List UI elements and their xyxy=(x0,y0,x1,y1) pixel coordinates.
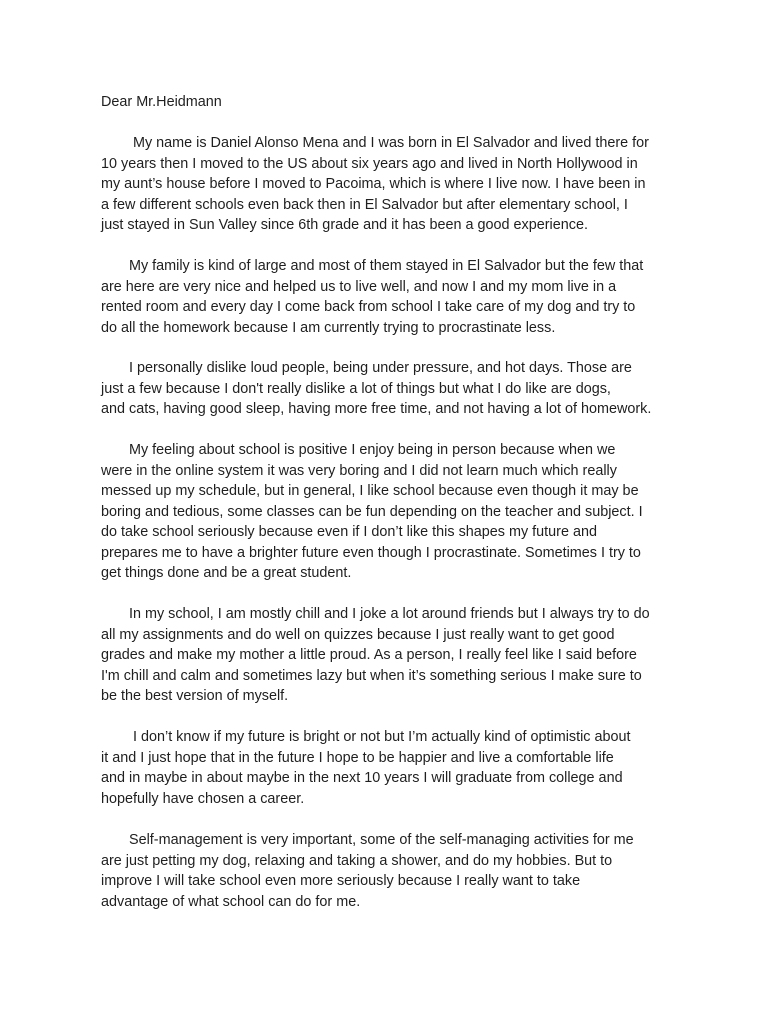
text-line: a few different schools even back then in El Salvador but after elementary school, I xyxy=(101,196,628,213)
text-line: just stayed in Sun Valley since 6th grade and it has been a good experience. xyxy=(101,217,588,233)
text-line: In my school, I am mostly chill and I joke a lot around friends but I always try to do xyxy=(101,606,650,622)
paragraph-family xyxy=(101,256,681,338)
text-line: I don’t know if my future is bright or not but I’m actually kind of optimistic about xyxy=(101,729,631,745)
text-line: improve I will take school even more seriously because I really want to take xyxy=(101,873,581,889)
text-line: are here are very nice and helped us to live well, and now I and my mom live in a xyxy=(101,278,617,295)
text-line: My name is Daniel Alonso Mena and I was born in El Salvador and lived there for xyxy=(101,135,649,151)
paragraph-future xyxy=(101,727,681,809)
paragraph-self-management xyxy=(101,830,681,912)
text-line: are just petting my dog, relaxing and taking a shower, and do my hobbies. But to xyxy=(101,852,613,869)
text-line: grades and make my mother a little proud. As a person, I really feel like I said before xyxy=(101,647,637,663)
text-line: My family is kind of large and most of them stayed in El Salvador but the few that xyxy=(101,258,644,274)
paragraph-school-feelings xyxy=(101,440,681,584)
text-line: I'm chill and calm and sometimes lazy but when it’s something serious I make sure to xyxy=(101,667,642,684)
text-line: advantage of what school can do for me. xyxy=(101,893,361,910)
text-line: were in the online system it was very boring and I did not learn much which really xyxy=(101,462,617,479)
paragraph-likes-dislikes xyxy=(101,358,681,420)
text-line: just a few because I don't really dislike a lot of things but what I do like are dogs, xyxy=(101,380,611,397)
text-line: I personally dislike loud people, being under pressure, and hot days. Those are xyxy=(101,360,632,376)
text-line: get things done and be a great student. xyxy=(101,565,352,581)
text-line: Self-management is very important, some of the self-managing activities for me xyxy=(101,832,634,848)
text-line: boring and tedious, some classes can be fun depending on the teacher and subject. I xyxy=(101,503,643,520)
letter-greeting: Dear Mr.Heidmann xyxy=(101,94,222,110)
text-line: and cats, having good sleep, having more free time, and not having a lot of homework. xyxy=(101,401,652,417)
text-line: rented room and every day I come back from school I take care of my dog and try to xyxy=(101,299,636,315)
text-line: prepares me to have a brighter future even though I procrastinate. Sometimes I try to xyxy=(101,544,641,561)
paragraph-intro xyxy=(101,133,681,236)
text-line: My feeling about school is positive I enjoy being in person because when we xyxy=(101,442,616,458)
paragraph-personality xyxy=(101,604,681,707)
text-line: and in maybe in about maybe in the next 10 years I will graduate from college and xyxy=(101,770,623,786)
text-line: messed up my schedule, but in general, I like school because even though it may be xyxy=(101,483,639,499)
text-line: my aunt’s house before I moved to Pacoima, which is where I live now. I have been in xyxy=(101,176,646,192)
text-line: hopefully have chosen a career. xyxy=(101,790,305,807)
text-line: it and I just hope that in the future I hope to be happier and live a comfortable life xyxy=(101,749,614,766)
text-line: do take school seriously because even if I don’t like this shapes my future and xyxy=(101,524,597,540)
text-line: all my assignments and do well on quizzes because I just really want to get good xyxy=(101,626,615,643)
text-line: be the best version of myself. xyxy=(101,688,289,704)
text-line: 10 years then I moved to the US about six years ago and lived in North Hollywood in xyxy=(101,155,638,172)
text-line: do all the homework because I am currently trying to procrastinate less. xyxy=(101,319,556,336)
